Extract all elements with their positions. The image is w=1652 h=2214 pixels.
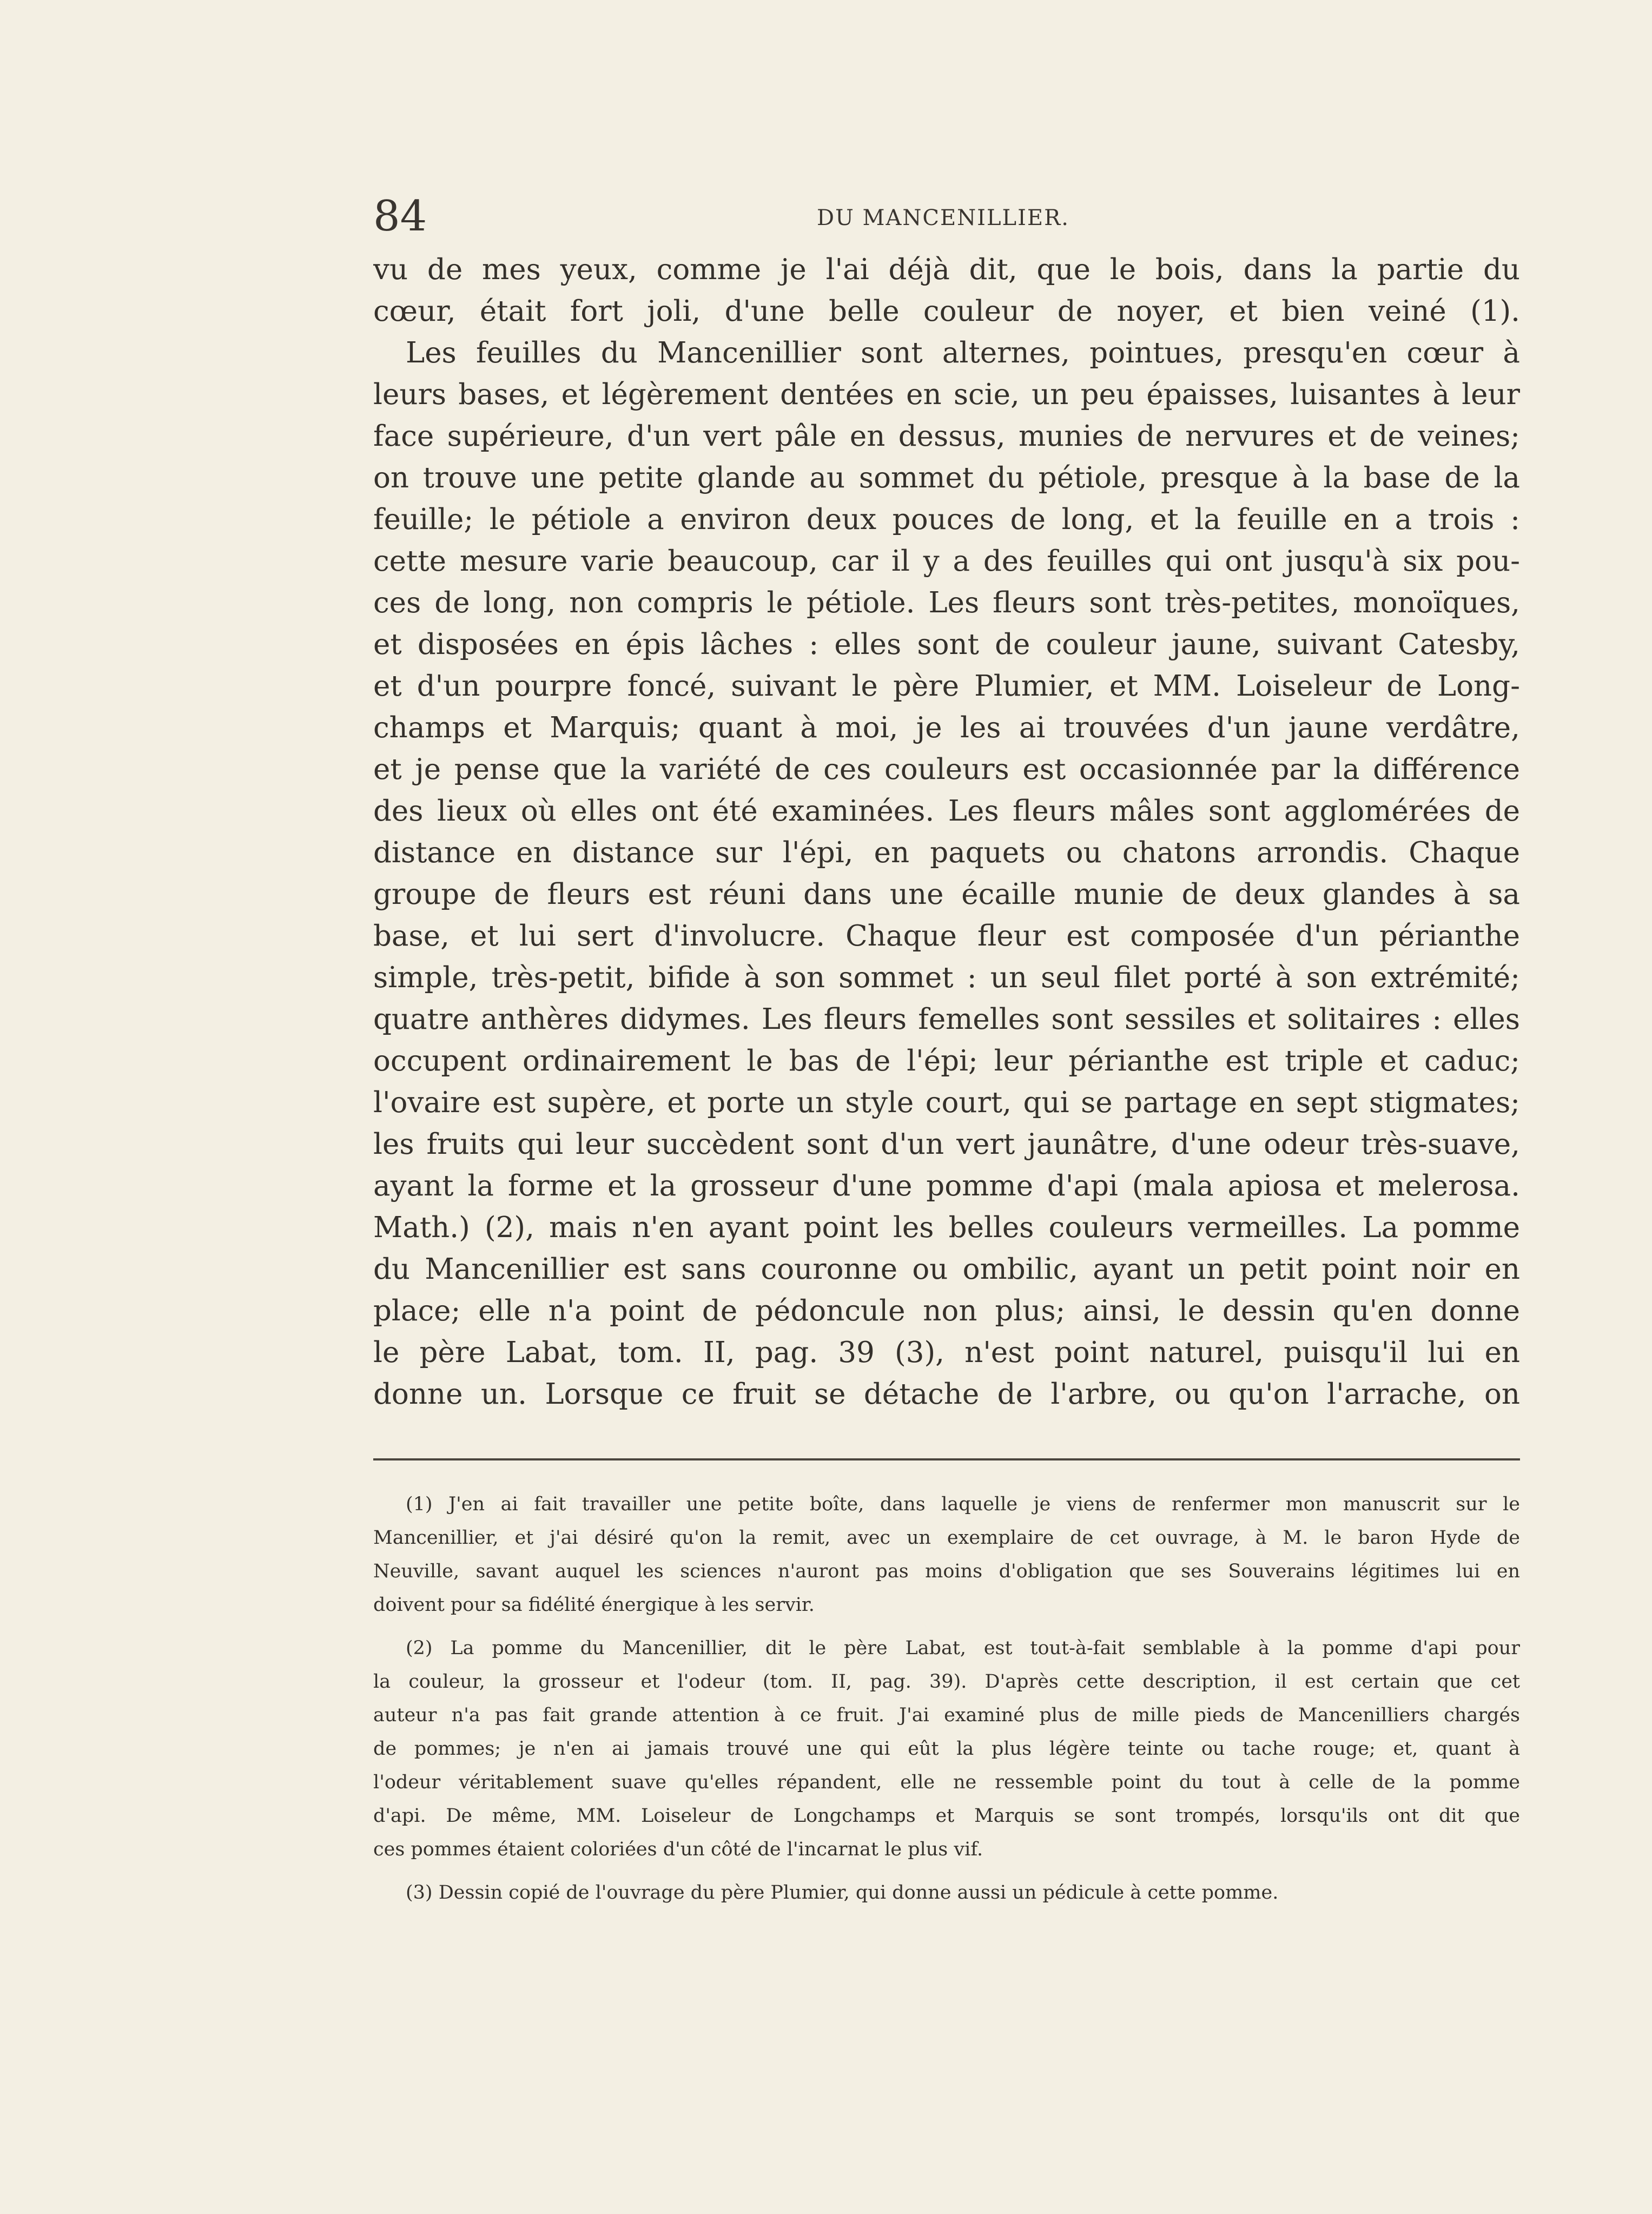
text-line: et d'un pourpre foncé, suivant le père Plumier, et MM. Loiseleur de Long- [373, 670, 1520, 703]
text-line: face supérieure, d'un vert pâle en dessus, munies de nervures et de veines; [373, 420, 1520, 453]
running-head [373, 187, 1520, 246]
footnotes [373, 1488, 1520, 1909]
footnote-line: auteur n'a pas fait grande attention à ce fruit. J'ai examiné plus de mille pieds de Mancenilliers chargés [373, 1704, 1520, 1726]
footnote-line: doivent pour sa fidélité énergique à les servir. [373, 1594, 815, 1616]
text-line: feuille; le pétiole a environ deux pouces de long, et la feuille en a trois : [373, 503, 1520, 536]
text-line: groupe de fleurs est réuni dans une écaille munie de deux glandes à sa [373, 878, 1520, 911]
footnote-line: Neuville, savant auquel les sciences n'auront pas moins d'obligation que ses Souverains légitimes lui en [373, 1561, 1520, 1582]
text-line: base, et lui sert d'involucre. Chaque fleur est composée d'un périanthe [373, 920, 1520, 953]
footnote-line: la couleur, la grosseur et l'odeur (tom. II, pag. 39). D'après cette description, il est certain que cet [373, 1671, 1520, 1693]
footnote-line: l'odeur véritablement suave qu'elles répandent, elle ne ressemble point du tout à celle de la pomme [373, 1772, 1520, 1793]
page-number: 84 [373, 192, 427, 241]
footnote-2 [373, 1631, 1520, 1866]
text-line: simple, très-petit, bifide à son sommet : un seul filet porté à son extrémité; [373, 961, 1520, 994]
text-line: du Mancenillier est sans couronne ou ombilic, ayant un petit point noir en [373, 1253, 1520, 1286]
text-line: Math.) (2), mais n'en ayant point les belles couleurs vermeilles. La pomme [373, 1211, 1520, 1244]
footnote-line: Mancenillier, et j'ai désiré qu'on la remit, avec un exemplaire de cet ouvrage, à M. le baron Hyde de [373, 1527, 1520, 1549]
text-line: et je pense que la variété de ces couleurs est occasionnée par la différence [373, 753, 1520, 786]
footnote-line: (2) La pomme du Mancenillier, dit le père Labat, est tout-à-fait semblable à la pomme d'api pour [406, 1637, 1520, 1659]
text-line: cette mesure varie beaucoup, car il y a des feuilles qui ont jusqu'à six pou- [373, 545, 1520, 578]
running-title: DU MANCENILLIER. [817, 206, 1069, 230]
text-line: champs et Marquis; quant à moi, je les ai trouvées d'un jaune verdâtre, [373, 711, 1520, 744]
footnote-line: (1) J'en ai fait travailler une petite boîte, dans laquelle je viens de renfermer mon manuscrit sur le [406, 1493, 1520, 1515]
text-line: occupent ordinairement le bas de l'épi; leur périanthe est triple et caduc; [373, 1045, 1520, 1078]
text-line: cœur, était fort joli, d'une belle couleur de noyer, et bien veiné (1). [373, 295, 1520, 328]
text-line: place; elle n'a point de pédoncule non plus; ainsi, le dessin qu'en donne [373, 1294, 1520, 1327]
footnote-line: (3) Dessin copié de l'ouvrage du père Plumier, qui donne aussi un pédicule à cette pomme. [406, 1882, 1279, 1904]
text-line: ayant la forme et la grosseur d'une pomme d'api (mala apiosa et melerosa. [373, 1169, 1520, 1202]
footnote-line: d'api. De même, MM. Loiseleur de Longchamps et Marquis se sont trompés, lorsqu'ils ont dit que [373, 1805, 1520, 1827]
footnote-3 [373, 1876, 1520, 1909]
main-text [373, 249, 1520, 1412]
footnote-1 [373, 1488, 1520, 1622]
text-line: donne un. Lorsque ce fruit se détache de l'arbre, ou qu'on l'arrache, on [373, 1378, 1520, 1411]
text-line: des lieux où elles ont été examinées. Les fleurs mâles sont agglomérées de [373, 795, 1520, 828]
text-line: le père Labat, tom. II, pag. 39 (3), n'est point naturel, puisqu'il lui en [373, 1336, 1520, 1369]
text-line: vu de mes yeux, comme je l'ai déjà dit, que le bois, dans la partie du [373, 253, 1520, 286]
text-line: on trouve une petite glande au sommet du pétiole, presque à la base de la [373, 461, 1520, 494]
footnote-line: de pommes; je n'en ai jamais trouvé une qui eût la plus légère teinte ou tache rouge; et, quant à [373, 1738, 1520, 1760]
footnote-divider [373, 1458, 1520, 1460]
text-line: ces de long, non compris le pétiole. Les fleurs sont très-petites, monoïques, [373, 586, 1520, 619]
footnote-line: ces pommes étaient coloriées d'un côté de l'incarnat le plus vif. [373, 1839, 983, 1860]
text-line: quatre anthères didymes. Les fleurs femelles sont sessiles et solitaires : elles [373, 1003, 1520, 1036]
text-line: et disposées en épis lâches : elles sont de couleur jaune, suivant Catesby, [373, 628, 1520, 661]
text-line: distance en distance sur l'épi, en paquets ou chatons arrondis. Chaque [373, 836, 1520, 869]
text-line: Les feuilles du Mancenillier sont alternes, pointues, presqu'en cœur à [406, 336, 1520, 369]
text-line: leurs bases, et légèrement dentées en scie, un peu épaisses, luisantes à leur [373, 378, 1520, 411]
text-line: les fruits qui leur succèdent sont d'un vert jaunâtre, d'une odeur très-suave, [373, 1128, 1520, 1161]
text-line: l'ovaire est supère, et porte un style court, qui se partage en sept stigmates; [373, 1086, 1520, 1119]
